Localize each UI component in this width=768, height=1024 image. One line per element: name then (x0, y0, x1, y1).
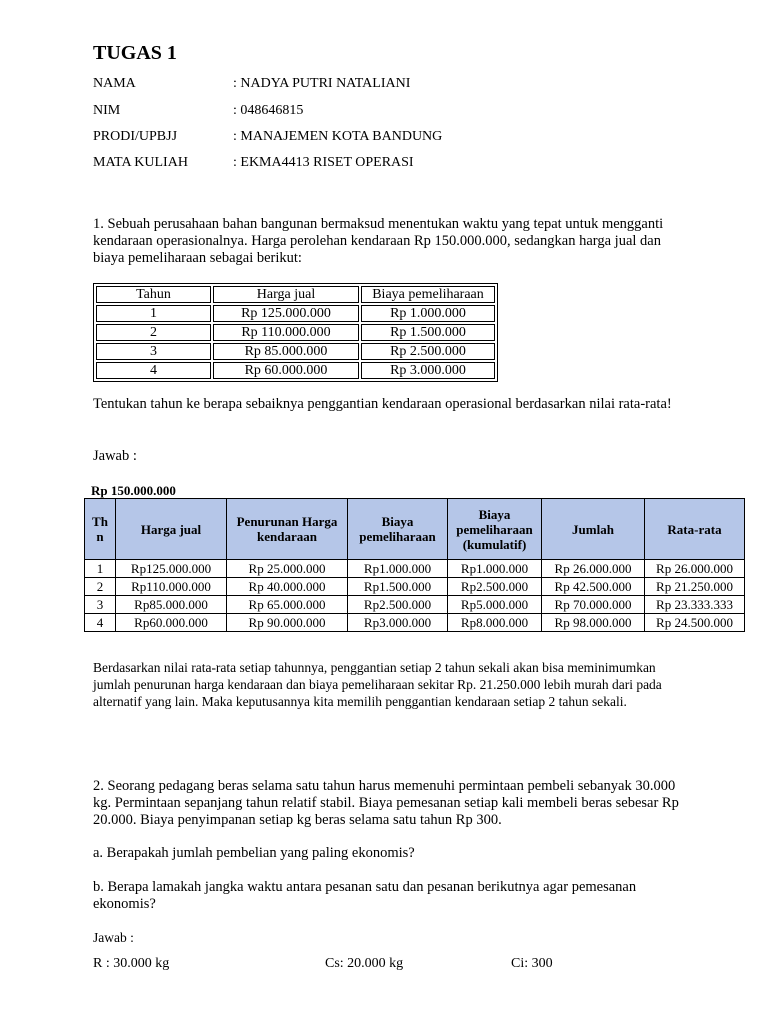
table-cell: Rp8.000.000 (448, 614, 542, 632)
given-r: R : 30.000 kg (93, 956, 170, 971)
info-row-prodi (93, 129, 442, 145)
question-2a: a. Berapakah jumlah pembelian yang paling ekonomis? (93, 845, 415, 861)
table-row (85, 596, 745, 614)
table-cell: Rp 125.000.000 (213, 305, 359, 322)
conclusion-text: Berdasarkan nilai rata-rata setiap tahunnya, penggantian setiap 2 tahun sekali akan bisa meminimumkan jumlah penurunan harga kendaraan dan biaya pemeliharaan sekitar Rp. 21.250.000 lebih murah dari pada alternatif yang lain. Maka keputusannya kita memilih penggantian kendaraan setiap 2 tahun sekali. (93, 660, 662, 709)
table-cell: Rp1.000.000 (348, 560, 448, 578)
question-1-prompt: Tentukan tahun ke berapa sebaiknya penggantian kendaraan operasional berdasarkan nilai rata-rata! (93, 396, 672, 412)
table-cell: Rp 23.333.333 (645, 596, 745, 614)
table-cell: 3 (85, 596, 116, 614)
table-cell: Rp2.500.000 (348, 596, 448, 614)
table-cell: Rp 65.000.000 (227, 596, 348, 614)
table-header-cell: Harga jual (116, 499, 227, 560)
table-row (85, 560, 745, 578)
table-header-cell: Biaya pemeliharaan (361, 286, 495, 303)
table-cell: Rp 25.000.000 (227, 560, 348, 578)
given-cs: Cs: 20.000 kg (325, 956, 404, 971)
replacement-analysis-table (84, 498, 745, 632)
table-cell: Rp 2.500.000 (361, 343, 495, 360)
info-label: PRODI/UPBJJ (93, 129, 178, 144)
info-row-nim (93, 103, 303, 119)
table-cell: 4 (96, 362, 211, 379)
table-cell: Rp125.000.000 (116, 560, 227, 578)
answer-label-2: Jawab : (93, 930, 134, 945)
table-cell: Rp 42.500.000 (542, 578, 645, 596)
table-cell: Rp 85.000.000 (213, 343, 359, 360)
table-header-cell: Harga jual (213, 286, 359, 303)
price-maintenance-table (93, 283, 498, 382)
info-row-name (93, 76, 410, 92)
table-row (96, 305, 495, 322)
question-2b: b. Berapa lamakah jangka waktu antara pesanan satu dan pesanan berikutnya agar pemesanan ekonomis? (93, 879, 637, 912)
table-cell: 2 (96, 324, 211, 341)
answer-label: Jawab : (93, 448, 137, 464)
table-header-row (96, 286, 495, 303)
info-value: : 048646815 (233, 103, 304, 118)
table-cell: Rp 60.000.000 (213, 362, 359, 379)
question-2-text: 2. Seorang pedagang beras selama satu tahun harus memenuhi permintaan pembeli sebanyak 30.000 kg. Permintaan sepanjang tahun relatif stabil. Biaya pemesanan setiap kali membeli beras sebesar Rp 20.000. Biaya penyimpanan setiap kg beras selama satu tahun Rp 300. (93, 778, 679, 828)
table-cell: Rp 98.000.000 (542, 614, 645, 632)
table-header-cell: Th n (85, 499, 116, 560)
table-cell: Rp 1.500.000 (361, 324, 495, 341)
info-value: : EKMA4413 RISET OPERASI (233, 155, 414, 170)
table-cell: Rp85.000.000 (116, 596, 227, 614)
given-ci: Ci: 300 (511, 956, 553, 971)
table-cell: Rp 90.000.000 (227, 614, 348, 632)
info-label: NAMA (93, 76, 136, 91)
table-header-cell: Biaya pemeliharaan (348, 499, 448, 560)
table-cell: Rp 70.000.000 (542, 596, 645, 614)
table-cell: Rp1.500.000 (348, 578, 448, 596)
info-label: NIM (93, 103, 121, 118)
info-row-matakuliah (93, 155, 414, 171)
info-value: : MANAJEMEN KOTA BANDUNG (233, 129, 443, 144)
table-header-cell: Biaya pemeliharaan (kumulatif) (448, 499, 542, 560)
table-header-cell: Rata-rata (645, 499, 745, 560)
table-cell: Rp 24.500.000 (645, 614, 745, 632)
table-cell: Rp2.500.000 (448, 578, 542, 596)
table-cell: Rp1.000.000 (448, 560, 542, 578)
table-row (96, 343, 495, 360)
info-label: MATA KULIAH (93, 155, 188, 170)
page-title: TUGAS 1 (93, 42, 177, 64)
table-cell: 3 (96, 343, 211, 360)
table-cell: Rp 21.250.000 (645, 578, 745, 596)
table-header-row (85, 499, 745, 560)
table-header-cell: Jumlah (542, 499, 645, 560)
info-value: : NADYA PUTRI NATALIANI (233, 76, 411, 91)
table-cell: 2 (85, 578, 116, 596)
table-row (85, 614, 745, 632)
table-cell: Rp 26.000.000 (542, 560, 645, 578)
table-cell: Rp 1.000.000 (361, 305, 495, 322)
table-cell: Rp 110.000.000 (213, 324, 359, 341)
purchase-price-caption: Rp 150.000.000 (91, 483, 176, 498)
table-row (96, 324, 495, 341)
question-1-text: 1. Sebuah perusahaan bahan bangunan bermaksud menentukan waktu yang tepat untuk mengganti kendaraan operasionalnya. Harga perolehan kendaraan Rp 150.000.000, sedangkan harga jual dan biaya pemeliharaan sebagai berikut: (93, 216, 664, 266)
table-header-cell: Penurunan Harga kendaraan (227, 499, 348, 560)
table-cell: Rp60.000.000 (116, 614, 227, 632)
table-cell: Rp110.000.000 (116, 578, 227, 596)
table-cell: 1 (85, 560, 116, 578)
table-cell: Rp 3.000.000 (361, 362, 495, 379)
table-header-cell: Tahun (96, 286, 211, 303)
table-cell: Rp3.000.000 (348, 614, 448, 632)
table-cell: 1 (96, 305, 211, 322)
table-row (85, 578, 745, 596)
table-cell: Rp5.000.000 (448, 596, 542, 614)
table-cell: 4 (85, 614, 116, 632)
table-row (96, 362, 495, 379)
table-cell: Rp 26.000.000 (645, 560, 745, 578)
table-cell: Rp 40.000.000 (227, 578, 348, 596)
